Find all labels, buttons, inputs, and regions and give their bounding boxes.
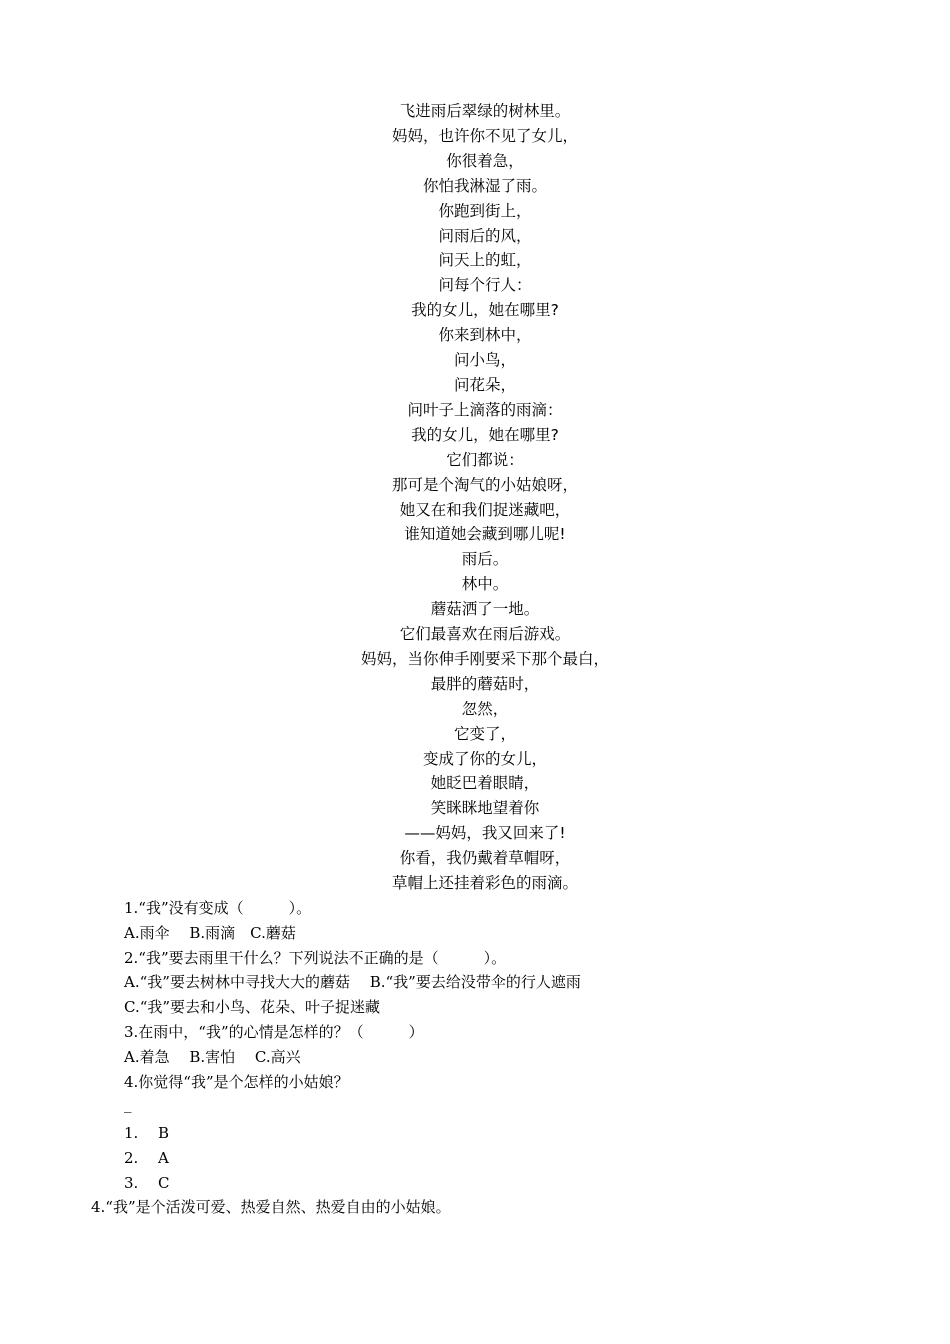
poem-line: 蘑菇洒了一地。 bbox=[430, 600, 540, 619]
answer-value: C bbox=[158, 1173, 170, 1192]
poem-line: 你看，我仍戴着草帽呀， bbox=[399, 849, 571, 868]
question-2-options: C.“我”要去和小鸟、花朵、叶子捉迷藏 bbox=[124, 998, 381, 1017]
poem-line: 我的女儿，她在哪里? bbox=[411, 425, 559, 444]
question-3-options: A.着急 B.害怕 C.高兴 bbox=[124, 1047, 301, 1066]
question-4: 4.你觉得“我”是个怎样的小姑娘？ bbox=[124, 1072, 349, 1091]
poem-line: 她又在和我们捉迷藏吧， bbox=[399, 500, 571, 519]
poem-line: 那可是个淘气的小姑娘呀， bbox=[391, 475, 578, 494]
poem-line: 问每个行人： bbox=[438, 276, 532, 295]
answer-value: A bbox=[158, 1148, 169, 1167]
question-2-options: A.“我”要去树林中寻找大大的蘑菇 B.“我”要去给没带伞的行人遮雨 bbox=[124, 973, 581, 992]
answer-4-text: 4.“我”是个活泼可爱、热爱自然、热爱自由的小姑娘。 bbox=[91, 1198, 451, 1216]
poem-line: 它变了， bbox=[453, 724, 516, 743]
answer-item bbox=[124, 1121, 904, 1146]
poem-line: 你怕我淋湿了雨。 bbox=[422, 176, 547, 195]
poem-line: 它们最喜欢在雨后游戏。 bbox=[399, 625, 571, 644]
poem-line: 我的女儿，她在哪里? bbox=[411, 301, 559, 320]
poem-line: ——妈妈，我又回来了! bbox=[404, 824, 566, 843]
poem-line: 你很着急， bbox=[446, 151, 524, 170]
poem-line: 问天上的虹， bbox=[438, 251, 532, 270]
answer-number: 2. bbox=[124, 1148, 139, 1167]
poem-line: 最胖的蘑菇时， bbox=[430, 674, 540, 693]
poem-line: 它们都说： bbox=[446, 450, 524, 469]
question-2: 2.“我”要去雨里干什么？下列说法不正确的是（ ）。 bbox=[124, 948, 507, 967]
answer-number: 1. bbox=[124, 1124, 139, 1142]
poem-line: 问花朵， bbox=[453, 375, 516, 394]
answer-blank: _ bbox=[124, 1095, 132, 1114]
poem-text bbox=[0, 99, 950, 896]
question-3: 3.在雨中，“我”的心情是怎样的？（ ） bbox=[124, 1022, 424, 1041]
poem-line: 她眨巴着眼睛， bbox=[430, 774, 540, 793]
poem-line: 笑眯眯地望着你 bbox=[430, 799, 540, 818]
poem-line: 雨后。 bbox=[461, 550, 509, 569]
question-1: 1.“我”没有变成（ ）。 bbox=[124, 899, 312, 917]
poem-line: 草帽上还挂着彩色的雨滴。 bbox=[391, 874, 578, 893]
poem-line: 妈妈，也许你不见了女儿， bbox=[391, 126, 578, 145]
answer-item bbox=[124, 1146, 904, 1171]
poem-line: 问叶子上滴落的雨滴： bbox=[407, 400, 563, 419]
answer-number: 3. bbox=[124, 1173, 139, 1192]
answer-item bbox=[124, 1171, 904, 1196]
poem-line: 忽然， bbox=[461, 699, 509, 718]
poem-line: 问小鸟， bbox=[453, 351, 516, 370]
question-section bbox=[124, 896, 904, 1119]
answer-section bbox=[124, 1121, 904, 1195]
poem-line: 妈妈，当你伸手刚要采下那个最白， bbox=[360, 649, 609, 668]
poem-line: 你来到林中， bbox=[438, 326, 532, 345]
answer-value: B bbox=[158, 1124, 170, 1142]
poem-line: 问雨后的风， bbox=[438, 226, 532, 245]
question-1-options: A.雨伞 B.雨滴 C.蘑菇 bbox=[124, 923, 296, 942]
poem-line: 飞进雨后翠绿的树林里。 bbox=[399, 102, 571, 120]
poem-line: 谁知道她会藏到哪儿呢! bbox=[404, 525, 566, 544]
poem-line: 变成了你的女儿， bbox=[422, 749, 547, 768]
poem-line: 林中。 bbox=[461, 575, 509, 594]
poem-line: 你跑到街上， bbox=[438, 201, 532, 220]
